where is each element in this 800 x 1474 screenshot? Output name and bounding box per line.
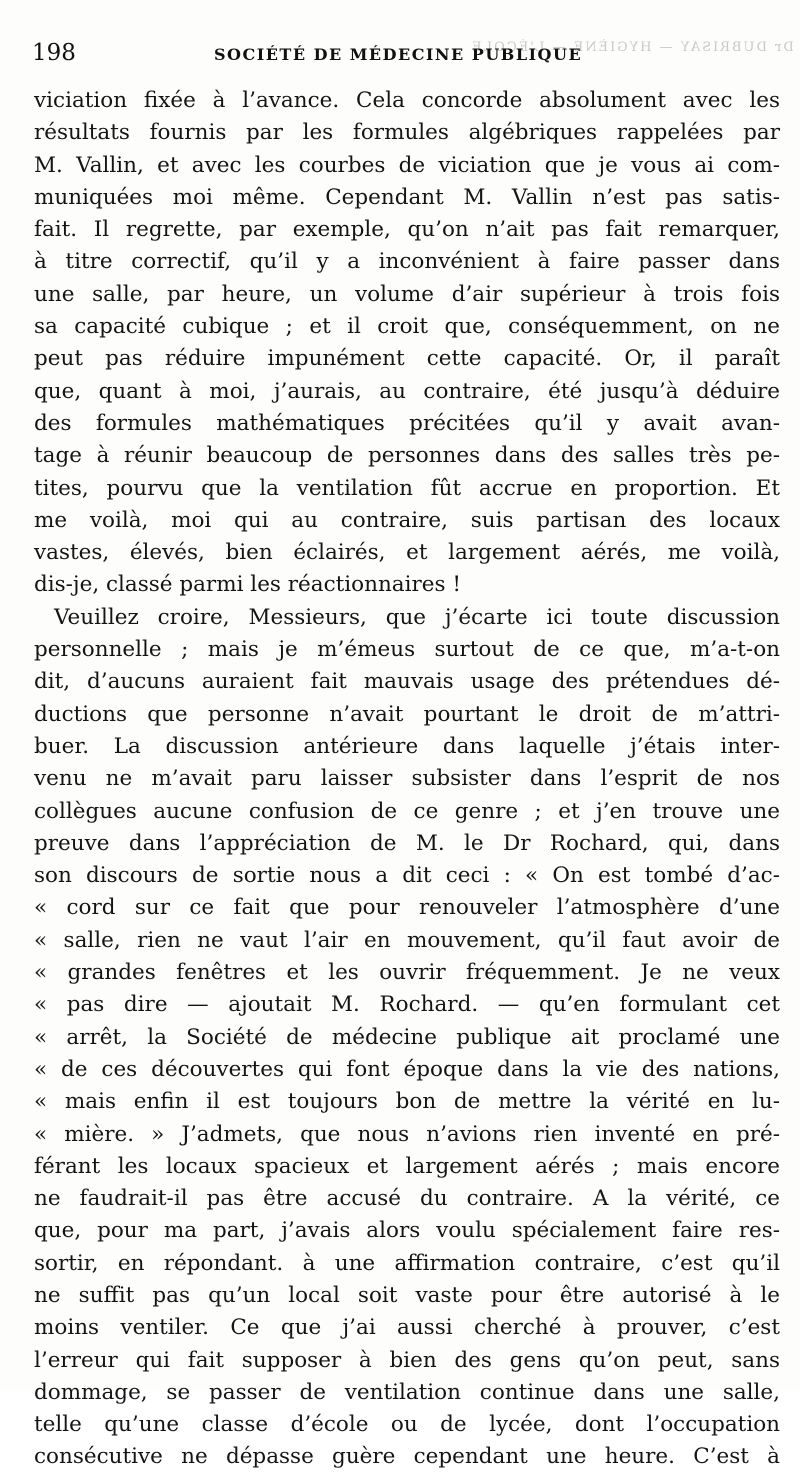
running-head: SOCIÉTÉ DE MÉDECINE PUBLIQUE: [214, 45, 583, 64]
text-line: preuve dans l’appréciation de M. le Dr Rochard, qui, dans: [34, 830, 780, 856]
bleed-through-shadow: Dr DUBRISAY — HYGIÈNE — L'ÉCOLE: [470, 40, 794, 55]
text-line: me voilà, moi qui au contraire, suis partisan des locaux: [34, 507, 780, 533]
text-line: « salle, rien ne vaut l’air en mouvement, qu’il faut avoir de: [34, 927, 780, 953]
text-line: « mière. » J’admets, que nous n’avions rien inventé en pré-: [34, 1121, 780, 1147]
text-line: « grandes fenêtres et les ouvrir fréquemment. Je ne veux: [34, 960, 780, 986]
text-line: résultats fournis par les formules algébriques rappelées par: [34, 120, 780, 146]
text-line: muniquées moi même. Cependant M. Vallin n’est pas satis-: [34, 184, 780, 210]
text-line: « mais enfin il est toujours bon de mettre la vérité en lu-: [34, 1089, 780, 1115]
text-line: venu ne m’avait paru laisser subsister dans l’esprit de nos: [34, 766, 780, 792]
text-line: une salle, par heure, un volume d’air supérieur à trois fois: [34, 281, 780, 307]
text-line: telle qu’une classe d’école ou de lycée, dont l’occupation: [34, 1412, 780, 1438]
text-line: l’erreur qui fait supposer à bien des gens qu’on peut, sans: [34, 1347, 780, 1373]
text-line: des formules mathématiques précitées qu’il y avait avan-: [34, 410, 780, 436]
page-number: 198: [32, 40, 76, 66]
text-line: son discours de sortie nous a dit ceci : « On est tombé d’ac-: [34, 863, 780, 889]
text-line: ne suffit pas qu’un local soit vaste pour être autorisé à le: [34, 1282, 780, 1308]
text-line: dit, d’aucuns auraient fait mauvais usage des prétendues dé-: [34, 669, 780, 695]
text-line: « cord sur ce fait que pour renouveler l’atmosphère d’une: [34, 895, 780, 921]
text-line: « de ces découvertes qui font époque dans la vie des nations,: [34, 1056, 780, 1082]
text-line: dis-je, classé parmi les réactionnaires !: [34, 572, 461, 598]
text-line: buer. La discussion antérieure dans laquelle j’étais inter-: [34, 733, 780, 759]
text-line: à titre correctif, qu’il y a inconvénient à faire passer dans: [34, 249, 780, 275]
text-line: ductions que personne n’avait pourtant le droit de m’attri-: [34, 701, 780, 727]
text-line: « arrêt, la Société de médecine publique ait proclamé une: [34, 1024, 780, 1050]
text-line: que, pour ma part, j’avais alors voulu spécialement faire res-: [34, 1218, 780, 1244]
text-line: tites, pourvu que la ventilation fût accrue en proportion. Et: [34, 475, 780, 501]
text-line: que, quant à moi, j’aurais, au contraire, été jusqu’à déduire: [34, 378, 780, 404]
text-line: ne faudrait-il pas être accusé du contraire. A la vérité, ce: [34, 1186, 780, 1212]
text-line: viciation fixée à l’avance. Cela concorde absolument avec les: [34, 88, 780, 113]
text-line: sortir, en répondant. à une affirmation contraire, c’est qu’il: [34, 1250, 780, 1276]
text-line: collègues aucune confusion de ce genre ; et j’en trouve une: [34, 798, 780, 824]
text-line: sa capacité cubique ; et il croit que, conséquemment, on ne: [34, 314, 780, 340]
text-line: moins ventiler. Ce que j’ai aussi cherché à prouver, c’est: [34, 1315, 780, 1341]
body-text: [34, 85, 780, 1474]
text-line: consécutive ne dépasse guère cependant une heure. C’est à: [34, 1444, 780, 1470]
text-line: « pas dire — ajoutait M. Rochard. — qu’en formulant cet: [34, 992, 780, 1018]
text-line: dommage, se passer de ventilation continue dans une salle,: [34, 1379, 780, 1405]
text-line: M. Vallin, et avec les courbes de viciation que je vous ai com-: [34, 152, 780, 178]
text-line: tage à réunir beaucoup de personnes dans des salles très pe-: [34, 443, 780, 469]
text-line: vastes, élevés, bien éclairés, et largement aérés, me voilà,: [34, 540, 780, 566]
text-line: fait. Il regrette, par exemple, qu’on n’ait pas fait remarquer,: [34, 217, 780, 243]
text-line: personnelle ; mais je m’émeus surtout de ce que, m’a-t-on: [34, 637, 780, 663]
text-line: Veuillez croire, Messieurs, que j’écarte ici toute discussion: [54, 604, 780, 630]
text-line: férant les locaux spacieux et largement aérés ; mais encore: [34, 1153, 780, 1179]
text-line: peut pas réduire impunément cette capacité. Or, il paraît: [34, 346, 780, 372]
